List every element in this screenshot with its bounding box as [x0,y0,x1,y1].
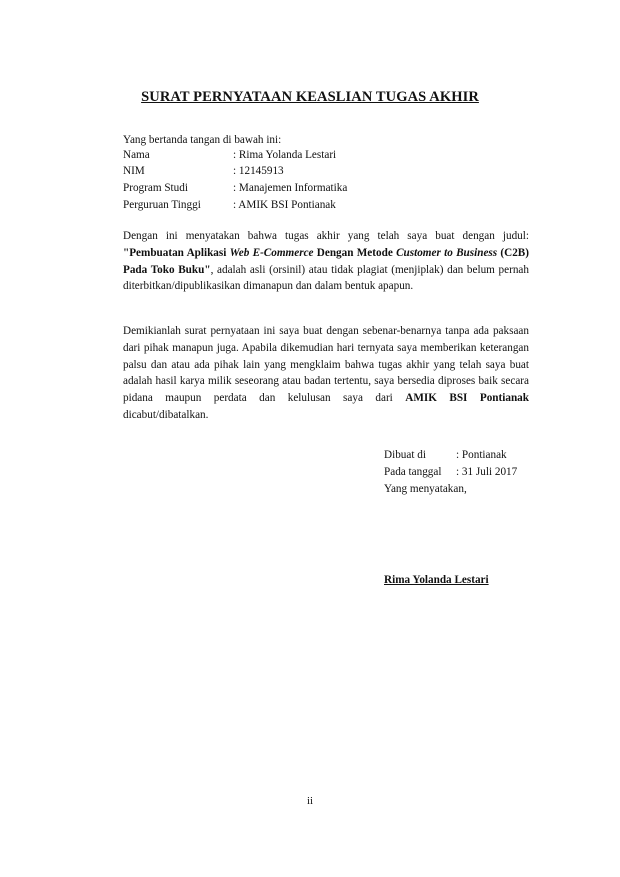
thesis-title-part: (C2B) Pada Toko Buku" [123,246,529,276]
paragraph-lead: Dengan ini menyatakan bahwa tugas akhir yang telah saya buat dengan judul: [123,230,529,242]
paragraph-rest: , adalah asli (orsinil) atau tidak plagiat (menjiplak) dan belum pernah diterbitkan/dipublikasikan dimanapun dan dalam bentuk apapun. [123,263,529,293]
declaration-paragraph [123,323,529,424]
signature-place-row [384,448,507,463]
signature-value: : Pontianak [456,449,507,461]
thesis-title-italic: Web E-Commerce [229,246,314,259]
thesis-title-part: Dengan Metode [313,246,397,259]
field-label: NIM [123,165,145,177]
thesis-title-part: "Pembuatan Aplikasi [123,246,230,259]
field-row-institution [123,198,336,213]
field-row-nim [123,164,284,179]
page-title: SURAT PERNYATAAN KEASLIAN TUGAS AKHIR [141,89,479,105]
paragraph-text-end: dicabut/dibatalkan. [123,408,209,421]
field-value: : AMIK BSI Pontianak [233,199,336,211]
field-label: Perguruan Tinggi [123,199,201,211]
signature-label: Dibuat di [384,449,426,461]
intro-text: Yang bertanda tangan di bawah ini: [123,134,282,146]
page-number: ii [306,795,314,807]
signature-statement: Yang menyatakan, [384,483,467,495]
institution-name: AMIK BSI Pontianak [405,392,529,405]
field-value: : Manajemen Informatika [233,182,348,194]
paragraph-text: Demikianlah surat pernyataan ini saya buat dengan sebenar-benarnya tanpa ada paksaan dari pihak manapun juga. Apabila dikemudian hari ternyata saya memberikan keterangan palsu dan atau ada pihak lain yang mengklaim bahwa tugas akhir yang telah saya buat adalah hasil karya milik seseorang atau badan tertentu, saya bersedia diproses baik secara pidana maupun perdata dan kelulusan saya dari [123,325,529,405]
statement-paragraph [123,228,529,295]
signature-value: : 31 Juli 2017 [456,466,518,478]
thesis-title-italic: Customer to Business [396,246,498,259]
signature-label: Pada tanggal [384,466,442,478]
signature-date-row [384,465,517,480]
field-label: Program Studi [123,182,188,194]
field-value: : 12145913 [233,165,284,177]
field-row-name [123,148,336,163]
signatory-name: Rima Yolanda Lestari [384,574,489,586]
field-row-program [123,181,347,196]
field-label: Nama [123,149,150,161]
field-value: : Rima Yolanda Lestari [233,149,337,161]
